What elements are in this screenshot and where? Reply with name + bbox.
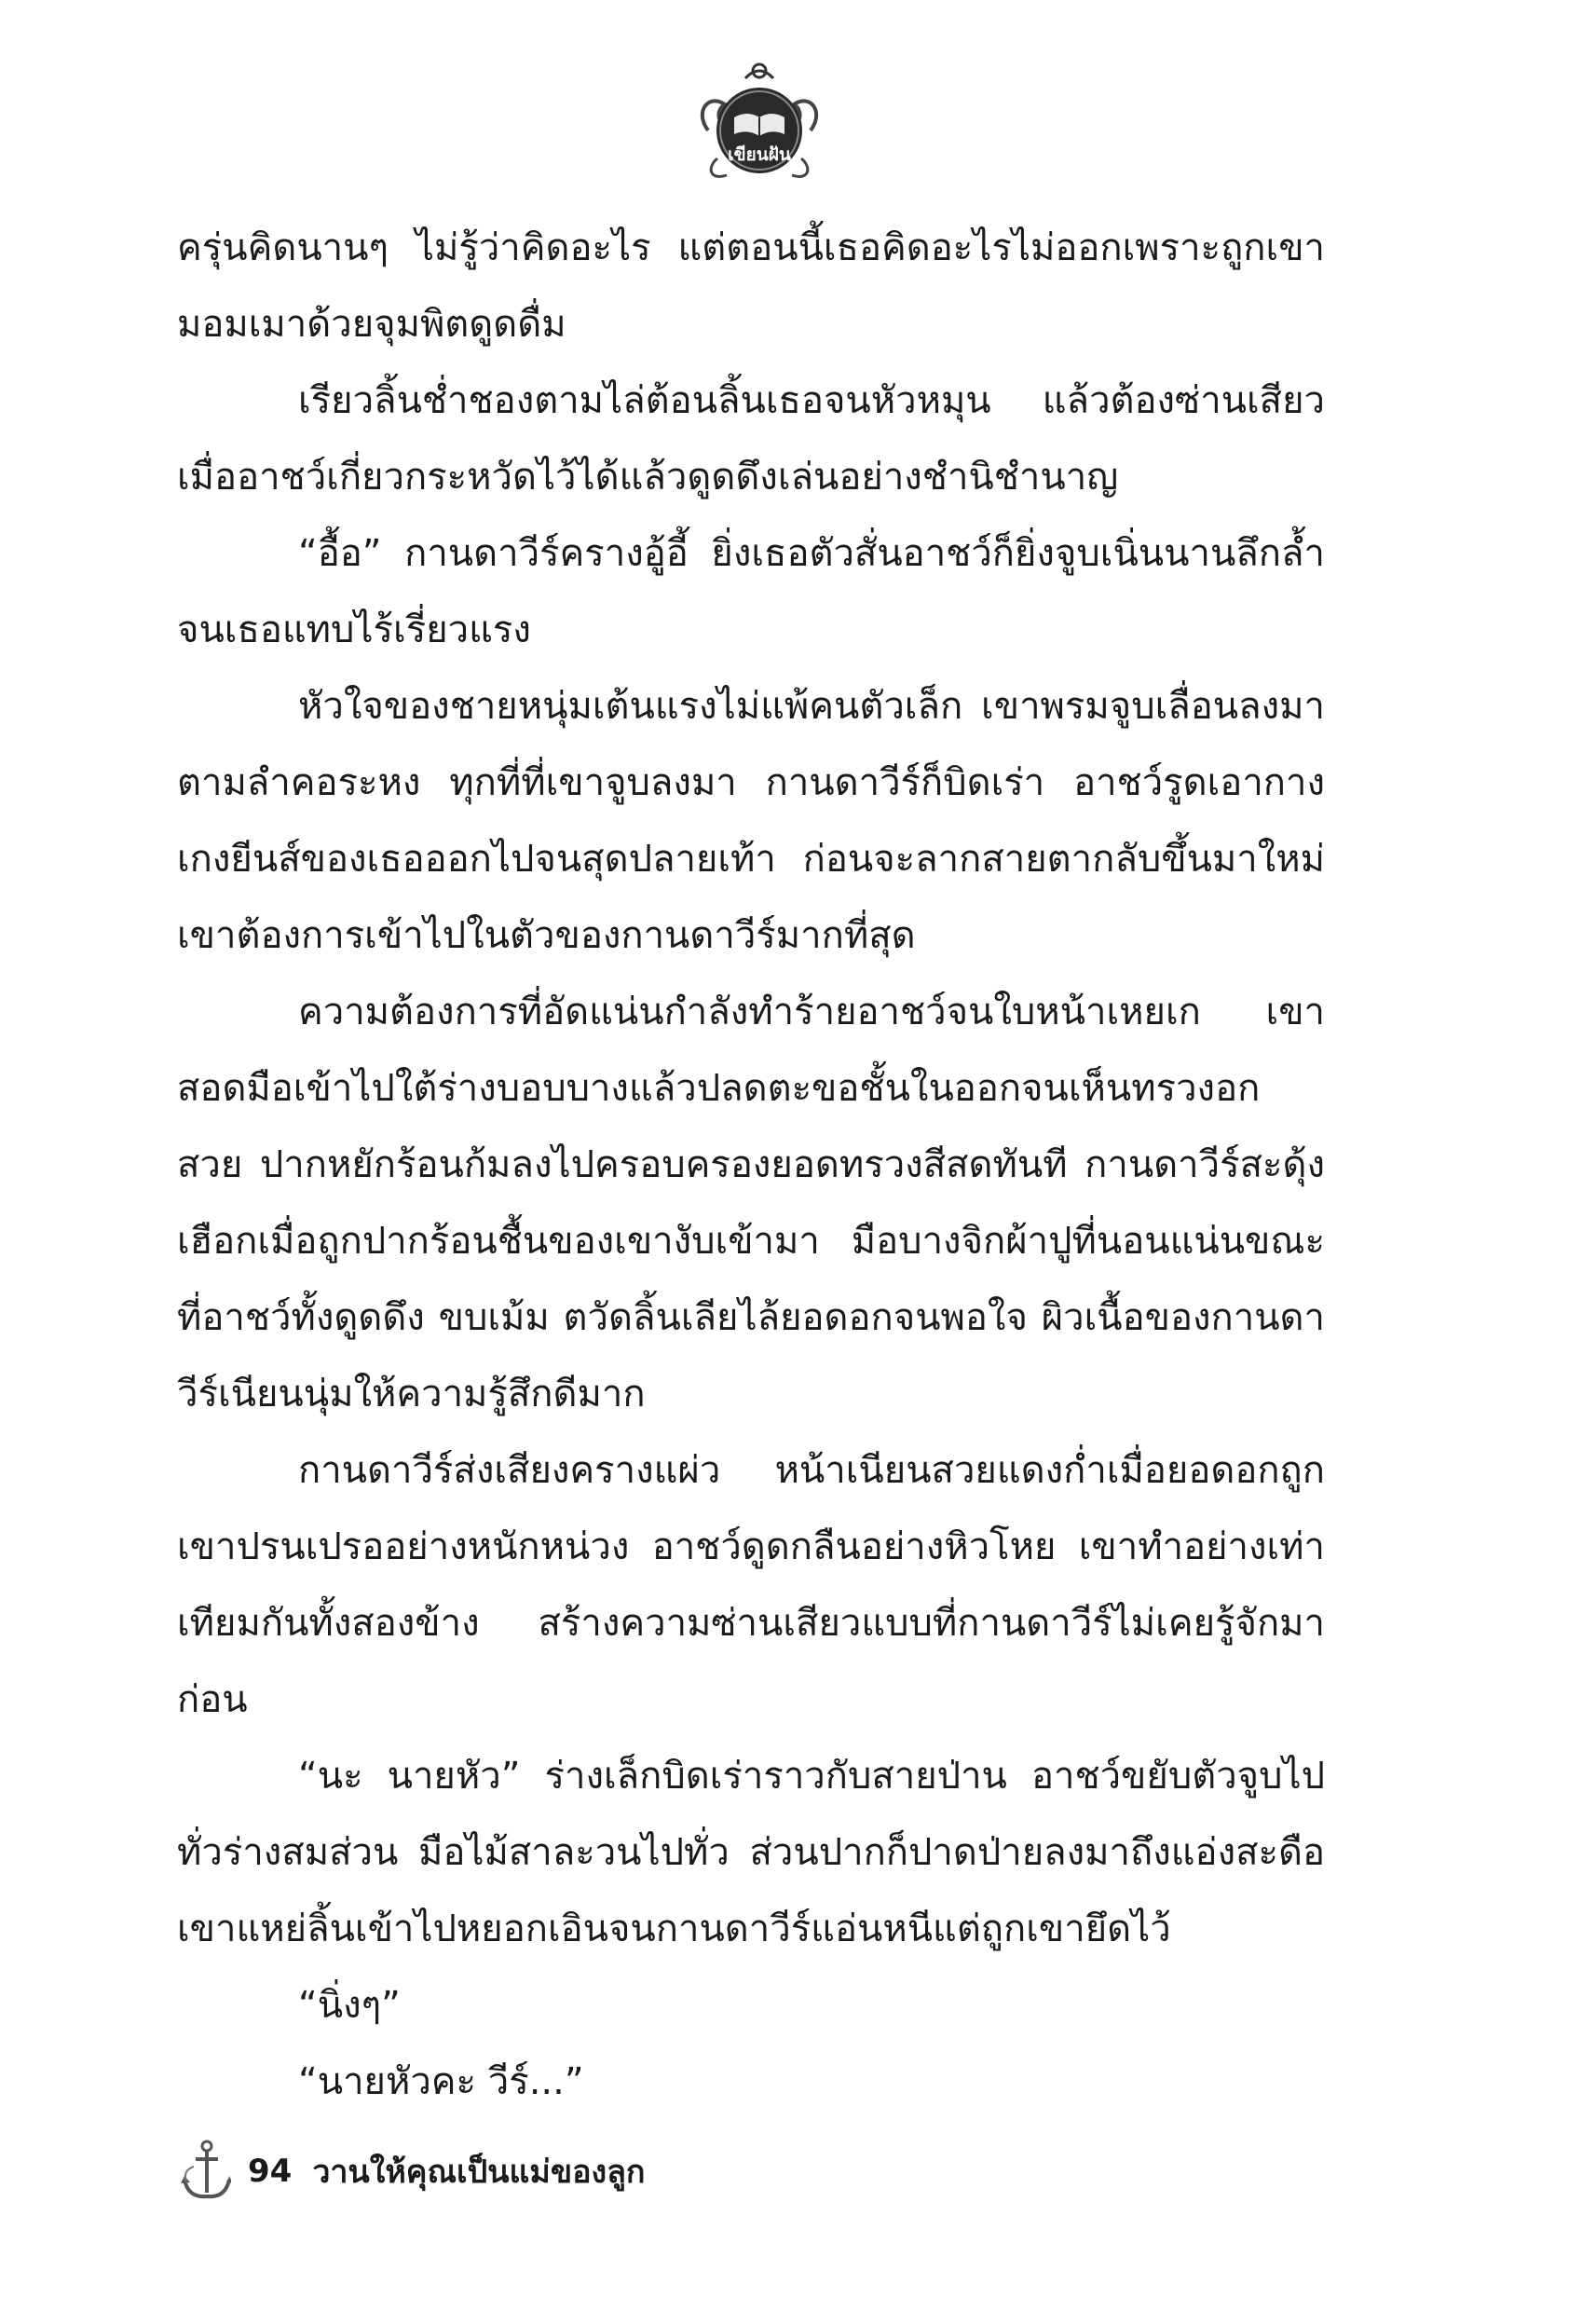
paragraph: ครุ่นคิดนานๆ ไม่รู้ว่าคิดอะไร แต่ตอนนี้เธอคิดอะไรไม่ออกเพราะถูกเขามอมเมาด้วยจุมพิตดูดดื่ม: [177, 226, 1325, 346]
publisher-logo: [689, 56, 829, 186]
paragraph: “นิ่งๆ”: [298, 1984, 401, 2027]
anchor-icon: [177, 2139, 231, 2204]
page-number: 94: [248, 2153, 293, 2190]
paragraph: “อื้อ” กานดาวีร์ครางอู้อี้ ยิ่งเธอตัวสั่นอาชว์ก็ยิ่งจูบเนิ่นนานลึกล้ำ จนเธอแทบไร้เรี่ยวแรง: [177, 532, 1325, 651]
paragraph: กานดาวีร์ส่งเสียงครางแผ่ว หน้าเนียนสวยแดงก่ำเมื่อยอดอกถูกเขาปรนเปรออย่างหนักหน่วง อาชว์ดูดกลืนอย่างหิวโหย เขาทำอย่างเท่าเทียมกันทั้งสองข้าง สร้างความซ่านเสียวแบบที่กานดาวีร์ไม่เคยรู้จักมาก่อน: [177, 1449, 1325, 1721]
page-footer: [177, 2139, 646, 2204]
paragraph: “นายหัวคะ วีร์...”: [298, 2060, 584, 2103]
body-text: [177, 210, 1325, 2120]
paragraph: “นะ นายหัว” ร่างเล็กบิดเร่าราวกับสายป่าน อาชว์ขยับตัวจูบไปทั่วร่างสมส่วน มือไม้สาละวนไปทั่ว ส่วนปากก็ปาดป่ายลงมาถึงแอ่งสะดือ เขาแหย่ลิ้นเข้าไปหยอกเอินจนกานดาวีร์แอ่นหนีแต่ถูกเขายึดไว้: [177, 1755, 1325, 1950]
book-title: วานให้คุณเป็นแม่ของลูก: [312, 2154, 646, 2191]
paragraph: เรียวลิ้นช่ำชองตามไล่ต้อนลิ้นเธอจนหัวหมุน แล้วต้องซ่านเสียวเมื่ออาชว์เกี่ยวกระหวัดไว้ได้แล้วดูดดึงเล่นอย่างชำนิชำนาญ: [177, 379, 1325, 499]
logo-text: เขียนฝัน: [728, 144, 791, 165]
paragraph: หัวใจของชายหนุ่มเต้นแรงไม่แพ้คนตัวเล็ก เขาพรมจูบเลื่อนลงมาตามลำคอระหง ทุกที่ที่เขาจูบลงมา กานดาวีร์ก็บิดเร่า อาชว์รูดเอากางเกงยีนส์ของเธอออกไปจนสุดปลายเท้า ก่อนจะลากสายตากลับขึ้นมาใหม่ เขาต้องการเข้าไปในตัวของกานดาวีร์มากที่สุด: [177, 685, 1325, 957]
paragraph: ความต้องการที่อัดแน่นกำลังทำร้ายอาชว์จนใบหน้าเหยเก เขาสอดมือเข้าไปใต้ร่างบอบบางแล้วปลดตะขอชั้นในออกจนเห็นทรวงอกสวย ปากหยักร้อนก้มลงไปครอบครองยอดทรวงสีสดทันที กานดาวีร์สะดุ้งเฮือกเมื่อถูกปากร้อนชื้นของเขางับเข้ามา มือบางจิกผ้าปูที่นอนแน่นขณะที่อาชว์ทั้งดูดดึง ขบเม้ม ตวัดลิ้นเลียไล้ยอดอกจนพอใจ ผิวเนื้อของกานดาวีร์เนียนนุ่มให้ความรู้สึกดีมาก: [177, 991, 1325, 1415]
